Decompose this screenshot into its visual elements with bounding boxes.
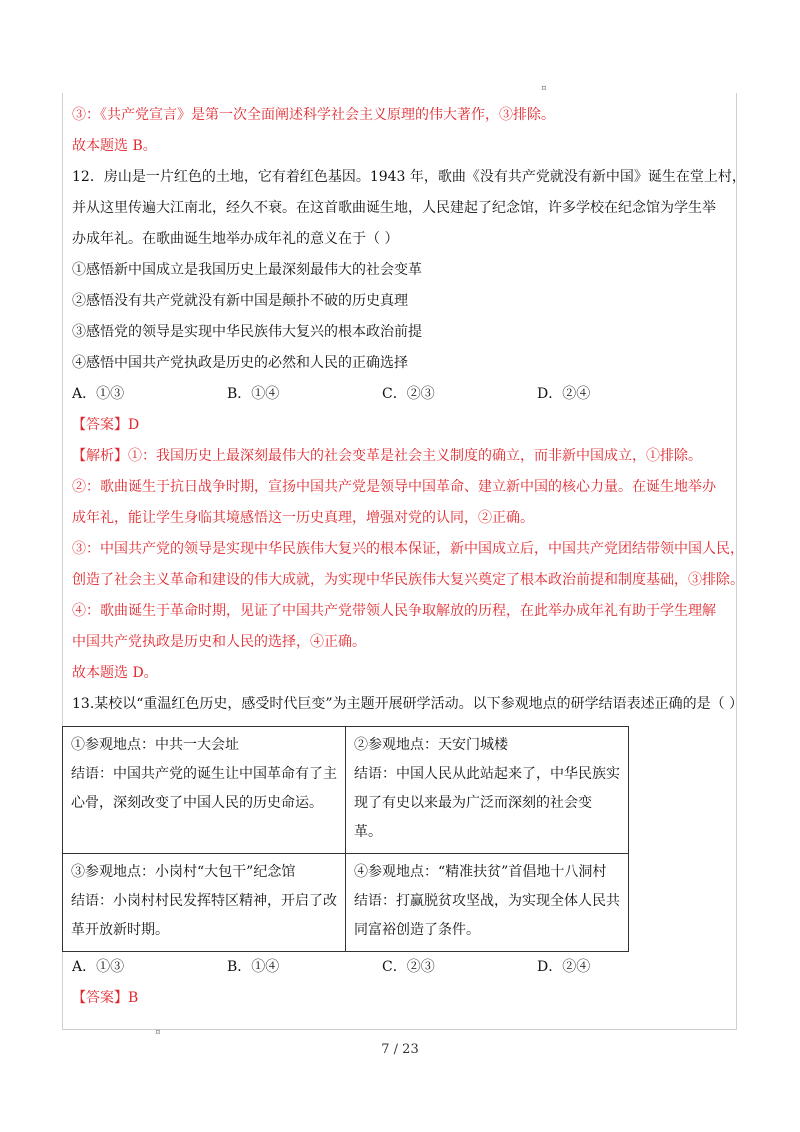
q12-analysis-line: ③：中国共产党的领导是实现中华民族伟大复兴的根本保证，新中国成立后，中国共产党团结带领中国人民，: [72, 541, 744, 557]
page-number: 7 / 23: [381, 1042, 419, 1057]
cell-line: 心骨，深刻改变了中国人民的历史命运。: [71, 795, 323, 811]
q12-option-d: D．②④: [537, 386, 591, 402]
q13-option-b: B．①④: [227, 959, 280, 975]
cell-line: 结语：中国人民从此站起来了，中华民族实: [354, 766, 620, 782]
q12-item: ②感悟没有共产党就没有新中国是颠扑不破的历史真理: [72, 293, 408, 309]
prev-conclusion: 故本题选 B。: [72, 138, 157, 154]
q13-option-d: D．②④: [537, 959, 591, 975]
cell-line: 结语：中国共产党的诞生让中国革命有了主: [71, 766, 337, 782]
q13-cell-3: [63, 854, 346, 952]
q12-analysis-line: ④：歌曲诞生于革命时期，见证了中国共产党带领人民争取解放的历程，在此举办成年礼有助于学生理解: [72, 603, 716, 619]
cell-line: 现了有史以来最为广泛而深刻的社会变: [354, 795, 592, 811]
question-13: [71, 689, 744, 1014]
cell-line: 同富裕创造了条件。: [354, 922, 480, 938]
q12-option-b: B．①④: [227, 386, 280, 402]
q12-stem-line: 并从这里传遍大江南北，经久不衰。在这首歌曲诞生地，人民建起了纪念馆，许多学校在纪念馆为学生举: [72, 200, 716, 216]
page-content: [71, 100, 746, 1014]
cell-line: ①参观地点：中共一大会址: [71, 737, 239, 753]
cell-line: 革开放新时期。: [71, 922, 169, 938]
q13-cell-2: [346, 727, 629, 854]
q12-item: ③感悟党的领导是实现中华民族伟大复兴的根本政治前提: [72, 324, 422, 340]
q13-option-c: C．②③: [382, 959, 435, 975]
q12-options: [72, 379, 732, 410]
q12-stem-line: 办成年礼。在歌曲诞生地举办成年礼的意义在于（ ）: [72, 231, 399, 247]
q12-option-a: A．①③: [72, 386, 125, 402]
q12-analysis-line: ②：歌曲诞生于抗日战争时期，宣扬中国共产党是领导中国革命、建立新中国的核心力量。在诞生地举办: [72, 479, 716, 495]
cell-line: ②参观地点：天安门城楼: [354, 737, 508, 753]
q13-options: [72, 952, 732, 983]
corner-mark-top: ¤: [541, 84, 547, 94]
q12-conclusion: 故本题选 D。: [72, 665, 158, 681]
cell-line: 结语：小岗村村民发挥特区精神，开启了改: [71, 893, 337, 909]
prev-analysis-line: ③：《共产党宣言》是第一次全面阐述科学社会主义原理的伟大著作，③排除。: [72, 107, 555, 123]
q13-cell-4: [346, 854, 629, 952]
q13-cell-1: [63, 727, 346, 854]
q12-analysis-line: 创造了社会主义革命和建设的伟大成就，为实现中华民族伟大复兴奠定了根本政治前提和制度基础，③排除。: [72, 572, 744, 588]
corner-mark-bottom: ¤: [155, 1028, 161, 1038]
q13-stem: 13.某校以“重温红色历史，感受时代巨变”为主题开展研学活动。以下参观地点的研学结语表述正确的是（ ）: [72, 696, 744, 712]
q13-answer: 【答案】B: [72, 990, 139, 1006]
cell-line: ③参观地点：小岗村“大包干”纪念馆: [71, 864, 296, 880]
question-12: [72, 162, 746, 689]
cell-line: 结语：打赢脱贫攻坚战，为实现全体人民共: [354, 893, 620, 909]
q12-analysis-line: 成年礼，能让学生身临其境感悟这一历史真理，增强对党的认同，②正确。: [72, 510, 534, 526]
cell-line: 革。: [354, 824, 382, 840]
q12-analysis-line: 【解析】①：我国历史上最深刻最伟大的社会变革是社会主义制度的确立，而非新中国成立，①排除。: [72, 448, 702, 464]
cell-line: ④参观地点：“精准扶贫”首倡地十八洞村: [354, 864, 607, 880]
q12-answer: 【答案】D: [72, 417, 140, 433]
q13-option-a: A．①③: [72, 959, 125, 975]
q12-option-c: C．②③: [382, 386, 435, 402]
q12-item: ①感悟新中国成立是我国历史上最深刻最伟大的社会变革: [72, 262, 422, 278]
q12-analysis-line: 中国共产党执政是历史和人民的选择，④正确。: [72, 634, 366, 650]
q12-item: ④感悟中国共产党执政是历史的必然和人民的正确选择: [72, 355, 408, 371]
q12-stem-line: 12．房山是一片红色的土地，它有着红色基因。1943 年，歌曲《没有共产党就没有新中国》诞生在堂上村，: [72, 169, 746, 185]
q13-table: [62, 726, 629, 952]
